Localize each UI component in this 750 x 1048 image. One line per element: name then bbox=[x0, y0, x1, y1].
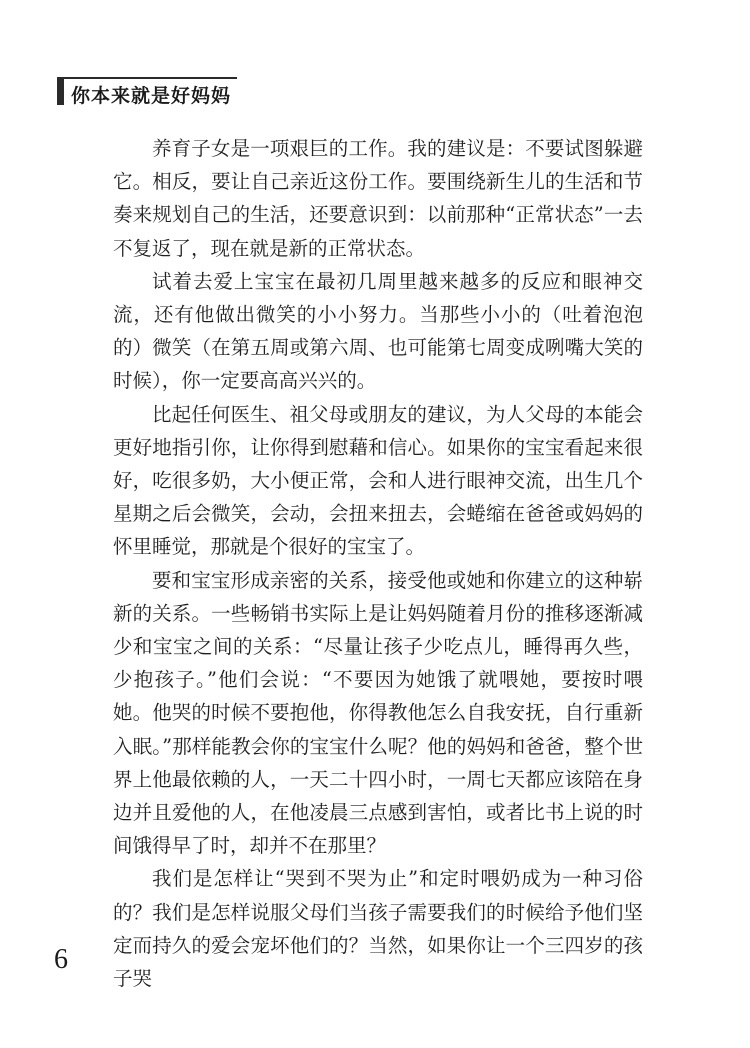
header-rule bbox=[57, 77, 237, 79]
running-header-title: 你本来就是好妈妈 bbox=[71, 85, 232, 107]
page-number: 6 bbox=[54, 944, 68, 975]
paragraph-3: 比起任何医生、祖父母或朋友的建议，为人父母的本能会更好地指引你，让你得到慰藉和信心。如果你的宝宝看起来很好，吃很多奶，大小便正常，会和人进行眼神交流，出生几个星期之后会微笑，会动，会扭来扭去，会蜷缩在爸爸或妈妈的怀里睡觉，那就是个很好的宝宝了。 bbox=[113, 402, 643, 559]
header-marker-bar bbox=[57, 77, 64, 105]
body-text bbox=[113, 132, 643, 995]
paragraph-5: 我们是怎样让“哭到不哭为止”和定时喂奶成为一种习俗的？我们是怎样说服父母们当孩子需要我们的时候给予他们坚定而持久的爱会宠坏他们的？当然，如果你让一个三四岁的孩子哭 bbox=[113, 867, 643, 991]
paragraph-2: 试着去爱上宝宝在最初几周里越来越多的反应和眼神交流，还有他做出微笑的小小努力。当那些小小的（吐着泡泡的）微笑（在第五周或第六周、也可能第七周变成咧嘴大笑的时候），你一定要高高兴兴的。 bbox=[113, 269, 643, 393]
paragraph-1: 养育子女是一项艰巨的工作。我的建议是：不要试图躲避它。相反，要让自己亲近这份工作。要围绕新生儿的生活和节奏来规划自己的生活，还要意识到：以前那种“正常状态”一去不复返了，现在就是新的正常状态。 bbox=[113, 137, 643, 260]
paragraph-4: 要和宝宝形成亲密的关系，接受他或她和你建立的这种崭新的关系。一些畅销书实际上是让妈妈随着月份的推移逐渐减少和宝宝之间的关系：“尽量让孩子少吃点儿，睡得再久些，少抱孩子。”他们会说：“不要因为她饿了就喂她，要按时喂她。他哭的时候不要抱他，你得教他怎么自我安抚，自行重新入眠。”那样能教会你的宝宝什么呢？他的妈妈和爸爸，整个世界上他最依赖的人，一天二十四小时，一周七天都应该陪在身边并且爱他的人，在他凌晨三点感到害怕，或者比书上说的时间饿得早了时，却并不在那里？ bbox=[113, 568, 643, 858]
running-header bbox=[57, 77, 237, 105]
